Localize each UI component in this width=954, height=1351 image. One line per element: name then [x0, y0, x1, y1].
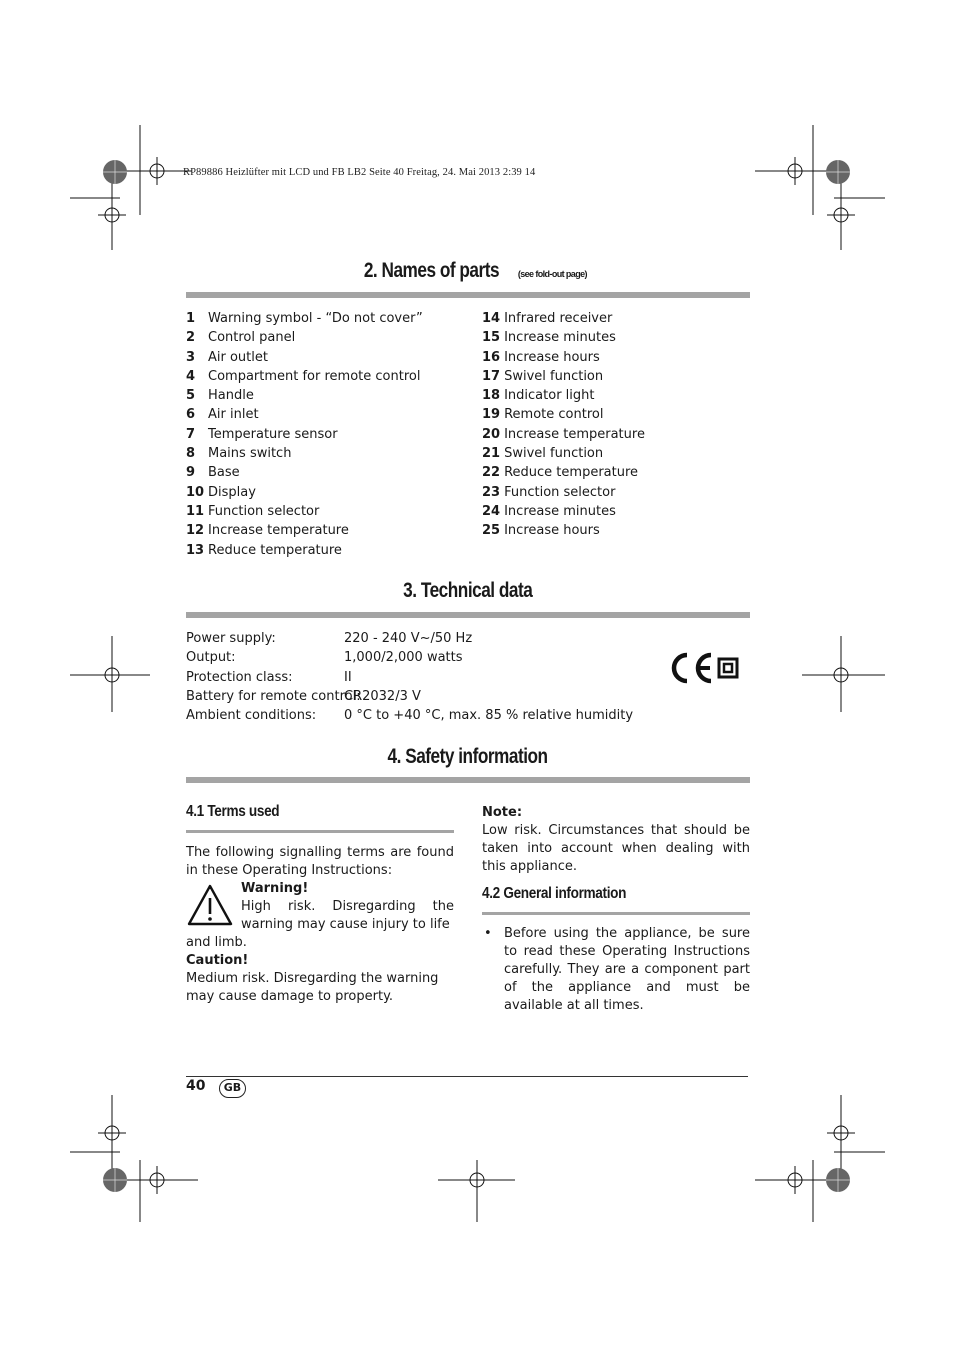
parts-list-item — [482, 328, 645, 347]
part-number: 18 — [482, 388, 501, 404]
warning-triangle-icon — [186, 883, 234, 927]
part-number: 24 — [482, 503, 501, 519]
parts-list-item — [186, 367, 423, 386]
part-number: 19 — [482, 407, 501, 423]
parts-list-item — [482, 386, 645, 405]
part-number: 1 — [186, 311, 196, 326]
note-text: Low risk. Circumstances that should be taken into account when dealing with this appliance. — [482, 823, 750, 874]
footer-rule — [186, 1076, 748, 1077]
parts-list-item — [186, 348, 423, 367]
tech-value: 220 - 240 V~/50 Hz — [344, 631, 473, 646]
subsection-title-general-information: 4.2 General information — [482, 885, 627, 902]
parts-list-item — [482, 348, 645, 367]
parts-list-item — [482, 425, 645, 444]
part-number: 13 — [186, 542, 205, 558]
section-title-names-of-parts: 2. Names of parts (see fold-out page) — [363, 259, 587, 282]
parts-list-item — [186, 463, 423, 482]
parts-list-item — [186, 502, 423, 521]
part-label: Increase temperature — [504, 426, 645, 442]
bullet-dot: • — [484, 926, 492, 941]
section-rule — [186, 612, 750, 618]
parts-list-item — [186, 541, 423, 560]
parts-list-item — [186, 483, 423, 502]
tech-label: Battery for remote control: — [186, 688, 361, 704]
part-number: 20 — [482, 426, 501, 442]
part-number: 17 — [482, 368, 501, 384]
parts-list-item — [186, 521, 423, 540]
parts-list-item — [482, 463, 645, 482]
parts-list-item — [482, 405, 645, 424]
part-label: Handle — [208, 388, 254, 404]
print-slug: RP89886 Heizlüfter mit LCD und FB LB2 Seite 40 Freitag, 24. Mai 2013 2:39 14 — [183, 167, 536, 178]
part-number: 15 — [482, 330, 501, 346]
parts-list-left — [186, 309, 423, 560]
part-number: 21 — [482, 446, 501, 462]
parts-list-item — [482, 309, 645, 328]
tech-label: Ambient conditions: — [186, 708, 317, 724]
section-rule — [186, 292, 750, 298]
warning-text-continued: and limb. — [186, 935, 247, 950]
parts-list-item — [186, 444, 423, 463]
section-rule — [186, 777, 750, 783]
part-label: Indicator light — [504, 388, 595, 404]
part-label: Compartment for remote control — [208, 368, 421, 384]
part-label: Air inlet — [208, 407, 259, 423]
page-number: 40 — [186, 1078, 206, 1094]
parts-list-item — [482, 367, 645, 386]
part-label: Increase temperature — [208, 523, 349, 539]
warning-text: High risk. Disregarding the warning may cause injury to life — [241, 899, 454, 932]
general-info-bullet — [482, 925, 750, 1015]
caution-label: Caution! — [186, 953, 249, 968]
part-label: Remote control — [504, 407, 604, 423]
bullet-text: Before using the appliance, be sure to read these Operating Instructions carefully. They are a component part of the appliance and must be available at all times. — [504, 926, 750, 1013]
part-label: Reduce temperature — [504, 465, 639, 481]
part-number: 10 — [186, 484, 205, 500]
parts-list-item — [482, 444, 645, 463]
part-label: Function selector — [208, 503, 320, 519]
parts-list-item — [186, 425, 423, 444]
subsection-rule — [482, 912, 750, 915]
part-label: Function selector — [504, 484, 616, 500]
part-number: 4 — [186, 368, 196, 384]
part-number: 22 — [482, 465, 501, 481]
subsection-title-terms-used: 4.1 Terms used — [186, 803, 280, 820]
part-label: Reduce temperature — [208, 542, 342, 558]
parts-list-item — [482, 521, 645, 540]
part-label: Infrared receiver — [504, 311, 613, 326]
parts-list-item — [186, 386, 423, 405]
part-number: 8 — [186, 446, 196, 462]
tech-label: Power supply: — [186, 631, 276, 646]
tech-value: 0 °C to +40 °C, max. 85 % relative humidity — [344, 708, 634, 724]
tech-label: Output: — [186, 650, 236, 666]
part-number: 5 — [186, 388, 196, 404]
ce-protection-class-icon — [671, 651, 741, 685]
parts-list-item — [186, 309, 423, 328]
part-number: 16 — [482, 349, 501, 365]
part-number: 23 — [482, 484, 501, 500]
section-title-technical-data: 3. Technical data — [403, 579, 533, 602]
terms-intro: The following signalling terms are found in these Operating Instructions: — [186, 845, 454, 878]
tech-value: II — [344, 669, 352, 685]
part-label: Swivel function — [504, 368, 604, 384]
caution-text: Medium risk. Disregarding the warning may cause damage to property. — [186, 971, 439, 1004]
part-number: 12 — [186, 523, 205, 539]
part-number: 6 — [186, 407, 196, 423]
part-label: Control panel — [208, 330, 296, 346]
part-label: Air outlet — [208, 349, 268, 365]
part-label: Warning symbol - “Do not cover” — [208, 311, 423, 326]
part-number: 2 — [186, 330, 196, 346]
language-badge: GB — [219, 1079, 246, 1098]
subsection-rule — [186, 830, 454, 833]
parts-list-item — [482, 502, 645, 521]
part-label: Temperature sensor — [208, 426, 338, 442]
parts-list-item — [186, 405, 423, 424]
part-number: 14 — [482, 311, 501, 326]
part-number: 11 — [186, 503, 205, 519]
part-number: 25 — [482, 523, 501, 539]
part-number: 9 — [186, 465, 196, 481]
part-label: Increase minutes — [504, 503, 616, 519]
part-label: Swivel function — [504, 446, 604, 462]
part-number: 3 — [186, 349, 196, 365]
parts-list-item — [482, 483, 645, 502]
tech-value: CR2032/3 V — [344, 688, 421, 704]
part-label: Increase hours — [504, 349, 600, 365]
part-label: Increase hours — [504, 523, 600, 539]
part-label: Increase minutes — [504, 330, 616, 346]
section-title-safety-information: 4. Safety information — [387, 745, 548, 768]
warning-label: Warning! — [241, 881, 309, 896]
note-label: Note: — [482, 805, 523, 820]
parts-list-item — [186, 328, 423, 347]
parts-list-right — [482, 309, 645, 541]
tech-value: 1,000/2,000 watts — [344, 650, 463, 666]
part-number: 7 — [186, 426, 196, 442]
part-label: Base — [208, 465, 240, 481]
part-label: Mains switch — [208, 446, 292, 462]
part-label: Display — [208, 484, 256, 500]
tech-label: Protection class: — [186, 669, 293, 685]
